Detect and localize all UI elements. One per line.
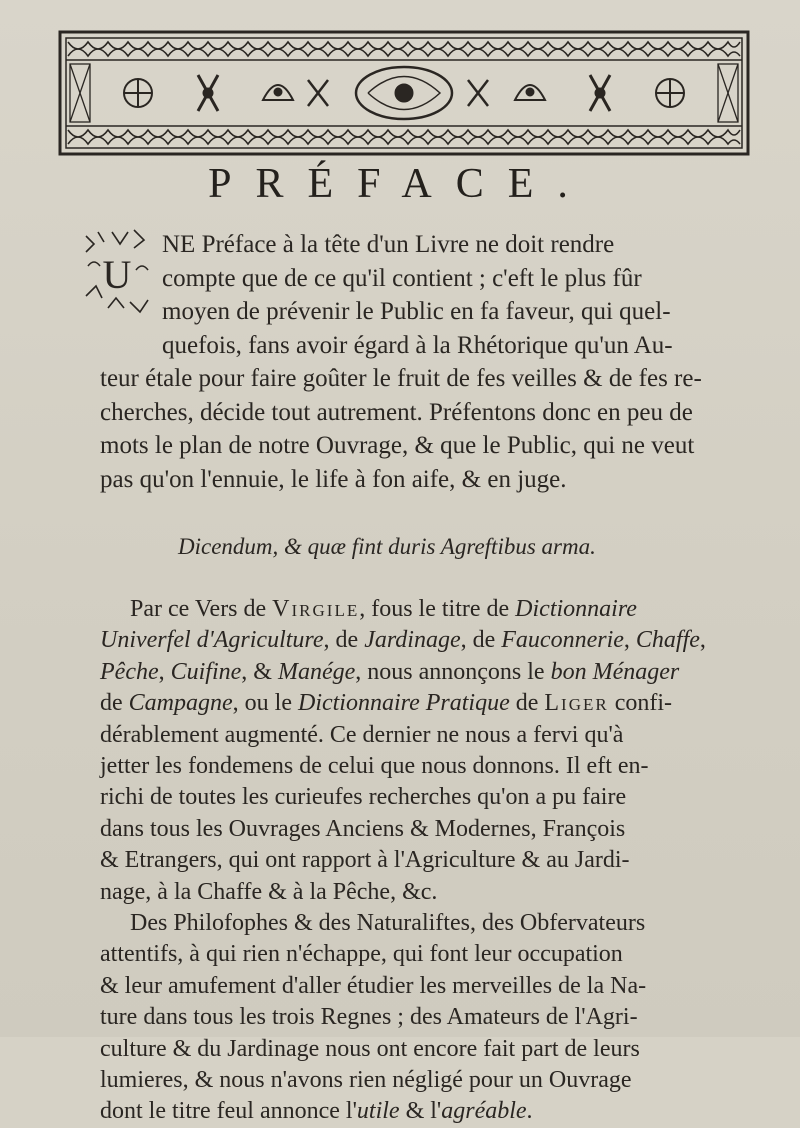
text-line: mots le plan de notre Ouvrage, & que le Public, qui ne veut [100,432,695,459]
text-line: jetter les fondemens de celui que nous donnons. Il eft en- [100,753,649,779]
text-line: nage, à la Chaffe & à la Pêche, &c. [100,878,438,905]
text-line: moyen de prévenir le Public en fa faveur, qui quel- [162,298,671,325]
text-line: richi de toutes les curieufes recherches qu'on a pu faire [100,784,627,811]
text-line: Univerfel d'Agriculture, de Jardinage, de Fauconnerie, Chaffe, [100,627,706,654]
page-title: PRÉFACE. [208,161,592,207]
text-line: dérablement augmenté. Ce dernier ne nous a fervi qu'à [100,721,624,748]
svg-text:U: U [102,252,132,297]
text-line: attentifs, à qui rien n'échappe, qui font leur occupation [100,941,623,968]
text-line: & leur amufement d'aller étudier les merveilles de la Na- [100,972,647,999]
text-line: culture & du Jardinage nous ont encore fait part de leurs [100,1035,640,1062]
text-line: & Etrangers, qui ont rapport à l'Agriculture & au Jardi- [100,847,630,874]
text-line: de Campagne, ou le Dictionnaire Pratique de Liger confi- [100,690,673,717]
text-line: Des Philofophes & des Naturaliftes, des Obfervateurs [130,910,646,936]
ornamental-headpiece [58,30,750,156]
text-line: pas qu'on l'ennuie, le life à fon aife, & en juge. [100,465,567,493]
text-line: compte que de ce qu'il contient ; c'eft le plus fûr [162,264,642,292]
decorated-initial [82,226,152,324]
text-line: ture dans tous les trois Regnes ; des Amateurs de l'Agri- [100,1004,638,1031]
text-line: quefois, fans avoir égard à la Rhétorique qu'un Au- [162,331,673,359]
text-line: lumieres, & nous n'avons rien négligé pour un Ouvrage [100,1067,632,1093]
text-line: dont le titre feul annonce l'utile & l'agréable. [100,1098,533,1125]
text-line: dans tous les Ouvrages Anciens & Modernes, François [100,815,626,842]
text-line: cherches, décide tout autrement. Préfentons donc en peu de [100,398,693,426]
text-line: Pêche, Cuifine, & Manége, nous annonçons le bon Ménager [100,658,680,685]
text-line: Par ce Vers de Virgile, fous le titre de Dictionnaire [130,596,637,622]
epigraph-quote: Dicendum, & quæ fint duris Agreftibus arma. [178,534,596,559]
text-line: teur étale pour faire goûter le fruit de fes veilles & de fes re- [100,365,702,392]
text-line: NE Préface à la tête d'un Livre ne doit rendre [162,231,615,258]
